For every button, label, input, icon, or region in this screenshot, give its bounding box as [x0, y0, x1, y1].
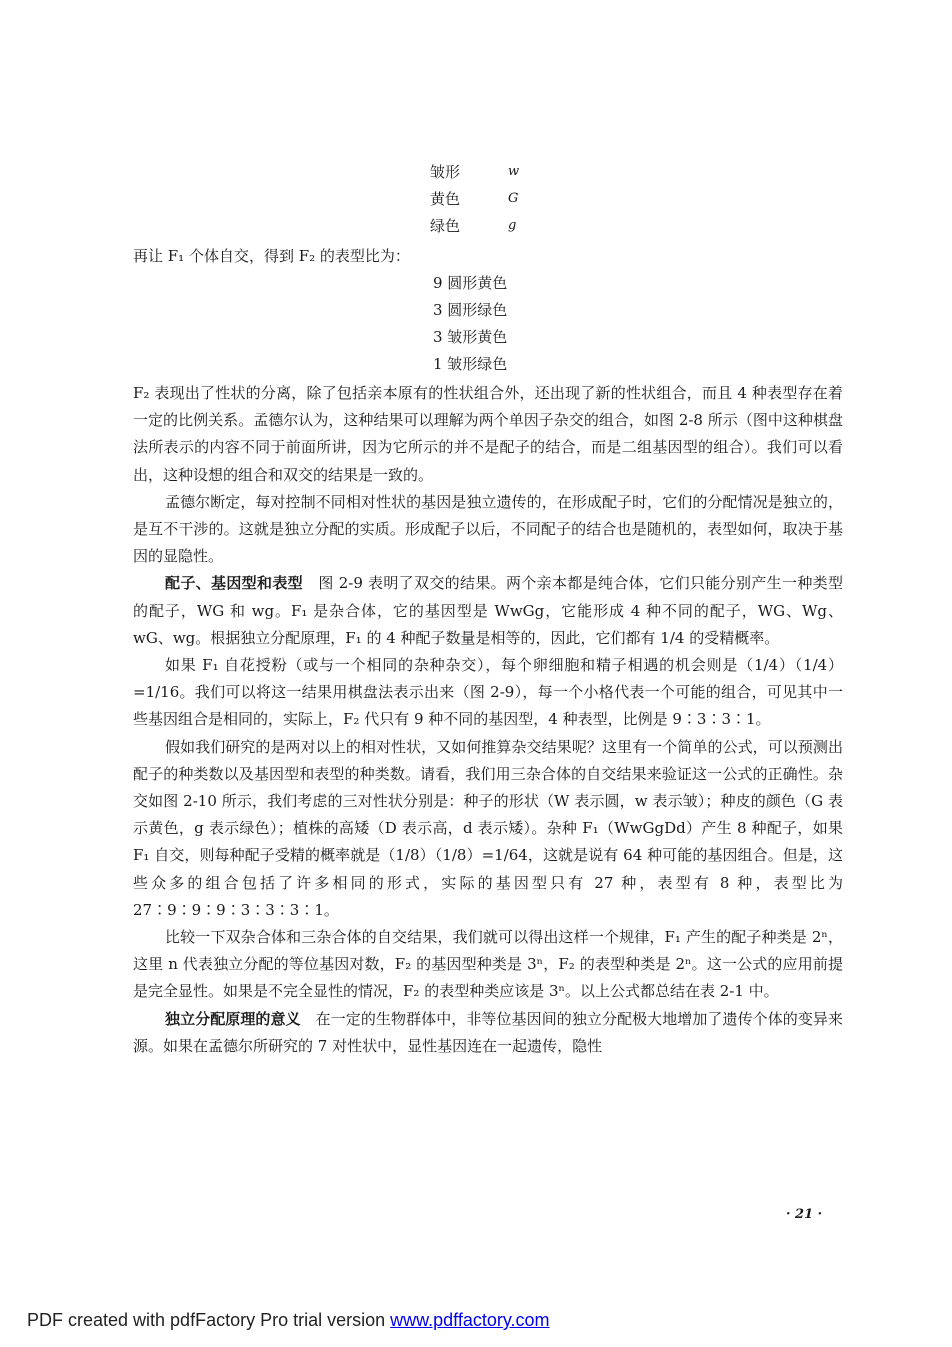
ratio-line: 3 皱形黄色 — [433, 328, 508, 346]
trait-name: 黄色 — [430, 190, 461, 208]
footer-text: PDF created with pdfFactory Pro trial version — [27, 1310, 391, 1330]
page-number: · 21 · — [786, 1207, 823, 1222]
symbol-row — [430, 214, 570, 238]
trait-name: 绿色 — [430, 217, 461, 235]
paragraph — [133, 734, 843, 924]
paragraph-text: 假如我们研究的是两对以上的相对性状，又如何推算杂交结果呢？这里有一个简单的公式，可以预测出配子的种类数以及基因型和表型的种类数。请看，我们用三杂合体的自交结果来验证这一公式的正确性。杂交如图 2-10 所示，我们考虑的三对性状分别是：种子的形状（W 表示圆，w 表示皱）；种皮的颜色（G 表示黄色，g 表示绿色）；植株的高矮（D 表示高，d 表示矮）。杂种 F₁（WwGgDd）产生 8 种配子，如果 F₁ 自交，则每种配子受精的概率就是（1/8）（1/8）=1/64，这就是说有 64 种可能的基因组合。但是，这些众多的组合包括了许多相同的形式，实际的基因型只有 27 种，表型有 8 种，表型比为 27∶9∶9∶9∶3∶3∶3∶1。 — [133, 737, 843, 919]
paragraph — [133, 924, 843, 1006]
pdf-footer — [27, 1310, 550, 1331]
gene-symbol: g — [508, 218, 517, 233]
section-lead: 配子、基因型和表型 — [165, 574, 303, 593]
symbol-row — [430, 187, 570, 211]
paragraph — [133, 570, 843, 652]
paragraph-text: 孟德尔断定，每对控制不同相对性状的基因是独立遗传的，在形成配子时，它们的分配情况是独立的，是互不干涉的。这就是独立分配的实质。形成配子以后，不同配子的结合也是随机的，表型如何，取决于基因的显隐性。 — [133, 492, 843, 566]
ratio-line: 1 皱形绿色 — [433, 355, 508, 373]
paragraph — [133, 380, 843, 489]
paragraph-text: 如果 F₁ 自花授粉（或与一个相同的杂种杂交），每个卵细胞和精子相遇的机会则是（1/4）（1/4）=1/16。我们可以将这一结果用棋盘法表示出来（图 2-9），每一个小格代表一个可能的组合，可见其中一些基因组合是相同的，实际上，F₂ 代只有 9 种不同的基因型，4 种表型，比例是 9∶3∶3∶1。 — [133, 656, 843, 729]
footer-link[interactable]: www.pdffactory.com — [390, 1310, 550, 1330]
paragraph — [133, 489, 843, 571]
ratio-line: 9 圆形黄色 — [433, 274, 508, 292]
paragraph-text: 比较一下双杂合体和三杂合体的自交结果，我们就可以得出这样一个规律，F₁ 产生的配子种类是 2ⁿ，这里 n 代表独立分配的等位基因对数，F₂ 的基因型种类是 3ⁿ，F₂ 的表型种类是 2ⁿ。这一公式的应用前提是完全显性。如果是不完全显性的情况，F₂ 的表型种类应该是 3ⁿ。以上公式都总结在表 2-1 中。 — [133, 928, 843, 1001]
symbol-row — [430, 160, 570, 184]
section-lead: 独立分配原理的意义 — [165, 1009, 301, 1028]
paragraph-text: F₂ 表现出了性状的分离，除了包括亲本原有的性状组合外，还出现了新的性状组合，而且 4 种表型存在着一定的比例关系。孟德尔认为，这种结果可以理解为两个单因子杂交的组合，如图 2-8 所示（图中这种棋盘法所表示的内容不同于前面所讲，因为它所示的并不是配子的结合，而是二组基因型的组合）。我们可以看出，这种设想的组合和双交的结果是一致的。 — [133, 384, 843, 484]
intro-line: 再让 F₁ 个体自交，得到 F₂ 的表型比为： — [133, 247, 410, 265]
paragraph — [133, 652, 843, 734]
body-text — [133, 380, 843, 1060]
ratio-line: 3 圆形绿色 — [433, 301, 508, 319]
gene-symbol: w — [508, 164, 520, 179]
paragraph — [133, 1006, 843, 1060]
gene-symbol: G — [508, 191, 519, 206]
trait-name: 皱形 — [430, 163, 461, 181]
paragraph-text: 图 2-9 表明了双交的结果。两个亲本都是纯合体，它们只能分别产生一种类型的配子，WG 和 wg。F₁ 是杂合体，它的基因型是 WwGg，它能形成 4 种不同的配子，WG、Wg、wG、wg。根据独立分配原理，F₁ 的 4 种配子数量是相等的，因此，它们都有 1/4 的受精概率。 — [133, 574, 843, 647]
paragraph-text: 在一定的生物群体中，非等位基因间的独立分配极大地增加了遗传个体的变异来源。如果在孟德尔所研究的 7 对性状中，显性基因连在一起遗传，隐性 — [133, 1009, 843, 1055]
